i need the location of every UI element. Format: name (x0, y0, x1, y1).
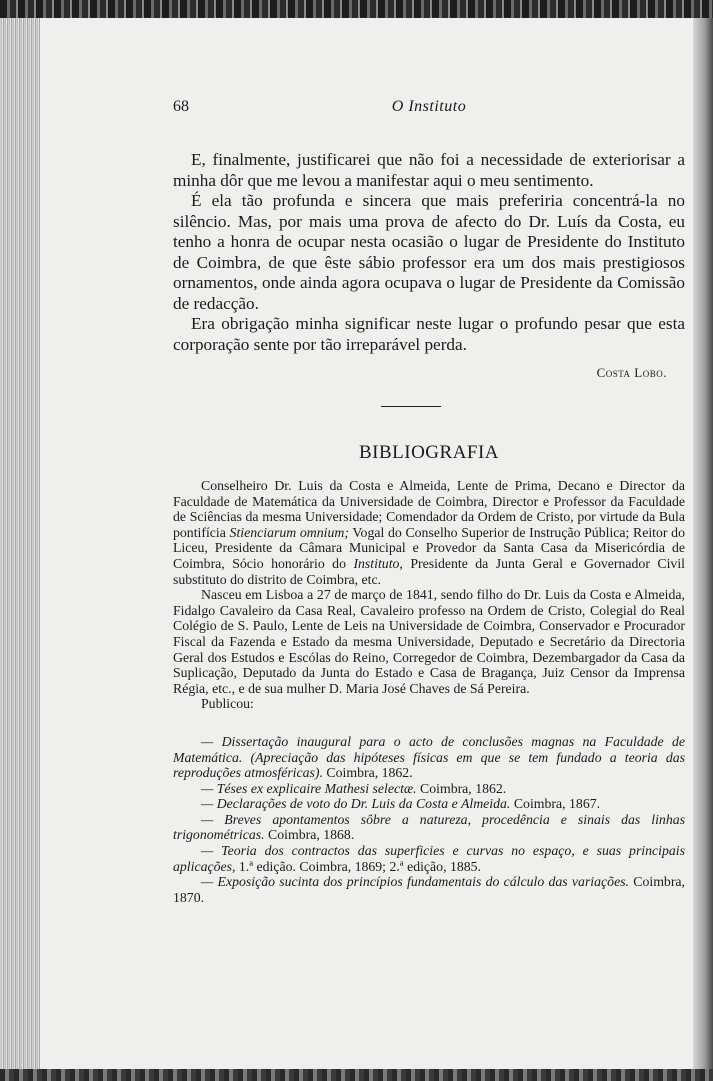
publication-title: — Declarações de voto do Dr. Luis da Costa e Almeida. (201, 796, 511, 812)
publication-item (173, 734, 685, 781)
scan-bottom-border (0, 1069, 713, 1081)
publication-item (173, 874, 685, 905)
body-text (173, 150, 685, 384)
bio-text-italic-bull: Stienciarum omnium; (229, 524, 349, 540)
paragraph-1: E, finalmente, justificarei que não foi a necessidade de exteriorisar a minha dôr que me levou a manifestar aqui o meu sentimento. (173, 150, 685, 190)
publication-imprint: Coimbra, 1867. (510, 796, 601, 812)
publication-imprint: Coimbra, 1868. (264, 827, 355, 843)
birth-paragraph: Nasceu em Lisboa a 27 de março de 1841, sendo filho do Dr. Luis da Costa e Almeida, Fidalgo Cavaleiro da Casa Real, Cavaleiro professo na Ordem de Cristo, Colegial do Real Colégio de S. Paulo, Lente de Leis na Universidade de Coimbra, Conservador e Procurador Fiscal da Fazenda e Estado da mesma Universidade, Deputado e Secretário da Directoria Geral dos Estudos e Escólas do Reino, Corregedor de Coimbra, Dezembargador da Casa da Suplicação, Deputado da Junta do Estado e Casa de Bragança, Juiz Censor da Imprensa Régia, etc., e de sua mulher D. Maria José Chaves de Sá Pereira. (173, 587, 685, 696)
running-title: O Instituto (391, 98, 467, 115)
publication-title: — Téses ex explicaire Mathesi selectæ. (201, 780, 417, 796)
biography-paragraph (173, 478, 685, 587)
bio-text-italic-instituto: Instituto, (353, 555, 403, 571)
bio-text-e: Presidente da Junta Geral e Governador Civil substituto do distrito de Coimbra, etc. (173, 555, 685, 587)
page-number: 68 (173, 98, 189, 115)
book-spine-edge (0, 18, 40, 1069)
publication-item (173, 843, 685, 874)
publication-imprint: Coimbra, 1870. (173, 874, 686, 905)
publication-item (173, 796, 685, 812)
publication-imprint: Coimbra, 1862. (416, 780, 507, 796)
signature: Costa Lobo. (596, 365, 667, 380)
paragraph-3: Era obrigação minha significar neste lugar o profundo pesar que esta corporação sente por tão irreparável perda. (173, 314, 685, 354)
bio-text-c: Vogal do Conselho Superior de Instrução Pública; Reitor do Liceu, Presidente da Câmara Municipal e Provedor da Santa Casa da Misericórdia de Coimbra, Sócio honorário do (173, 524, 685, 571)
scan-top-border (0, 0, 713, 18)
publication-title: — Breves apontamentos sôbre a natureza, procedência e sinais das linhas trigonométricas. (173, 811, 685, 843)
publication-title: — Teoria dos contractos das superficies e curvas no espaço, e suas principais aplicações, (173, 843, 685, 874)
section-title: BIBLIOGRAFIA (358, 442, 500, 463)
publication-imprint: Coimbra, 1862. (322, 765, 413, 781)
publication-item (173, 812, 685, 843)
section-divider (381, 406, 441, 407)
book-page (40, 18, 693, 1069)
page-right-shadow (693, 18, 713, 1069)
published-label: Publicou: (201, 696, 254, 712)
bio-text-a: Conselheiro Dr. Luis da Costa e Almeida, Lente de Prima, Decano e Director da Faculdade de Matemática da Universidade de Coimbra, Director e Professor da Faculdade de Sciências da mesma Universidade; Comendador da Ordem de Cristo, por virtude da Bula pontifícia (173, 478, 685, 540)
publication-item (173, 781, 685, 797)
publication-title: — Dissertação inaugural para o acto de conclusões magnas na Faculdade de Matemática. (Apreciação das hipóteses físicas em que se tem fundado a teoria das reproduções atmosféricas). (173, 733, 685, 781)
publication-imprint: 1.ª edição. Coimbra, 1869; 2.ª edição, 1885. (235, 858, 482, 874)
bibliography-text (173, 478, 685, 905)
publication-list (173, 734, 685, 906)
paragraph-2: É ela tão profunda e sincera que mais preferiria concentrá-la no silêncio. Mas, por mais uma prova de afecto do Dr. Luís da Costa, eu tenho a honra de ocupar nesta ocasião o lugar de Presidente do Instituto de Coimbra, de que êste sábio professor era um dos mais prestigiosos ornamentos, onde ainda agora ocupava o lugar de Presidente da Comissão de redacção. (173, 191, 685, 313)
publication-title: — Exposição sucinta dos princípios fundamentais do cálculo das variações. (201, 874, 630, 890)
